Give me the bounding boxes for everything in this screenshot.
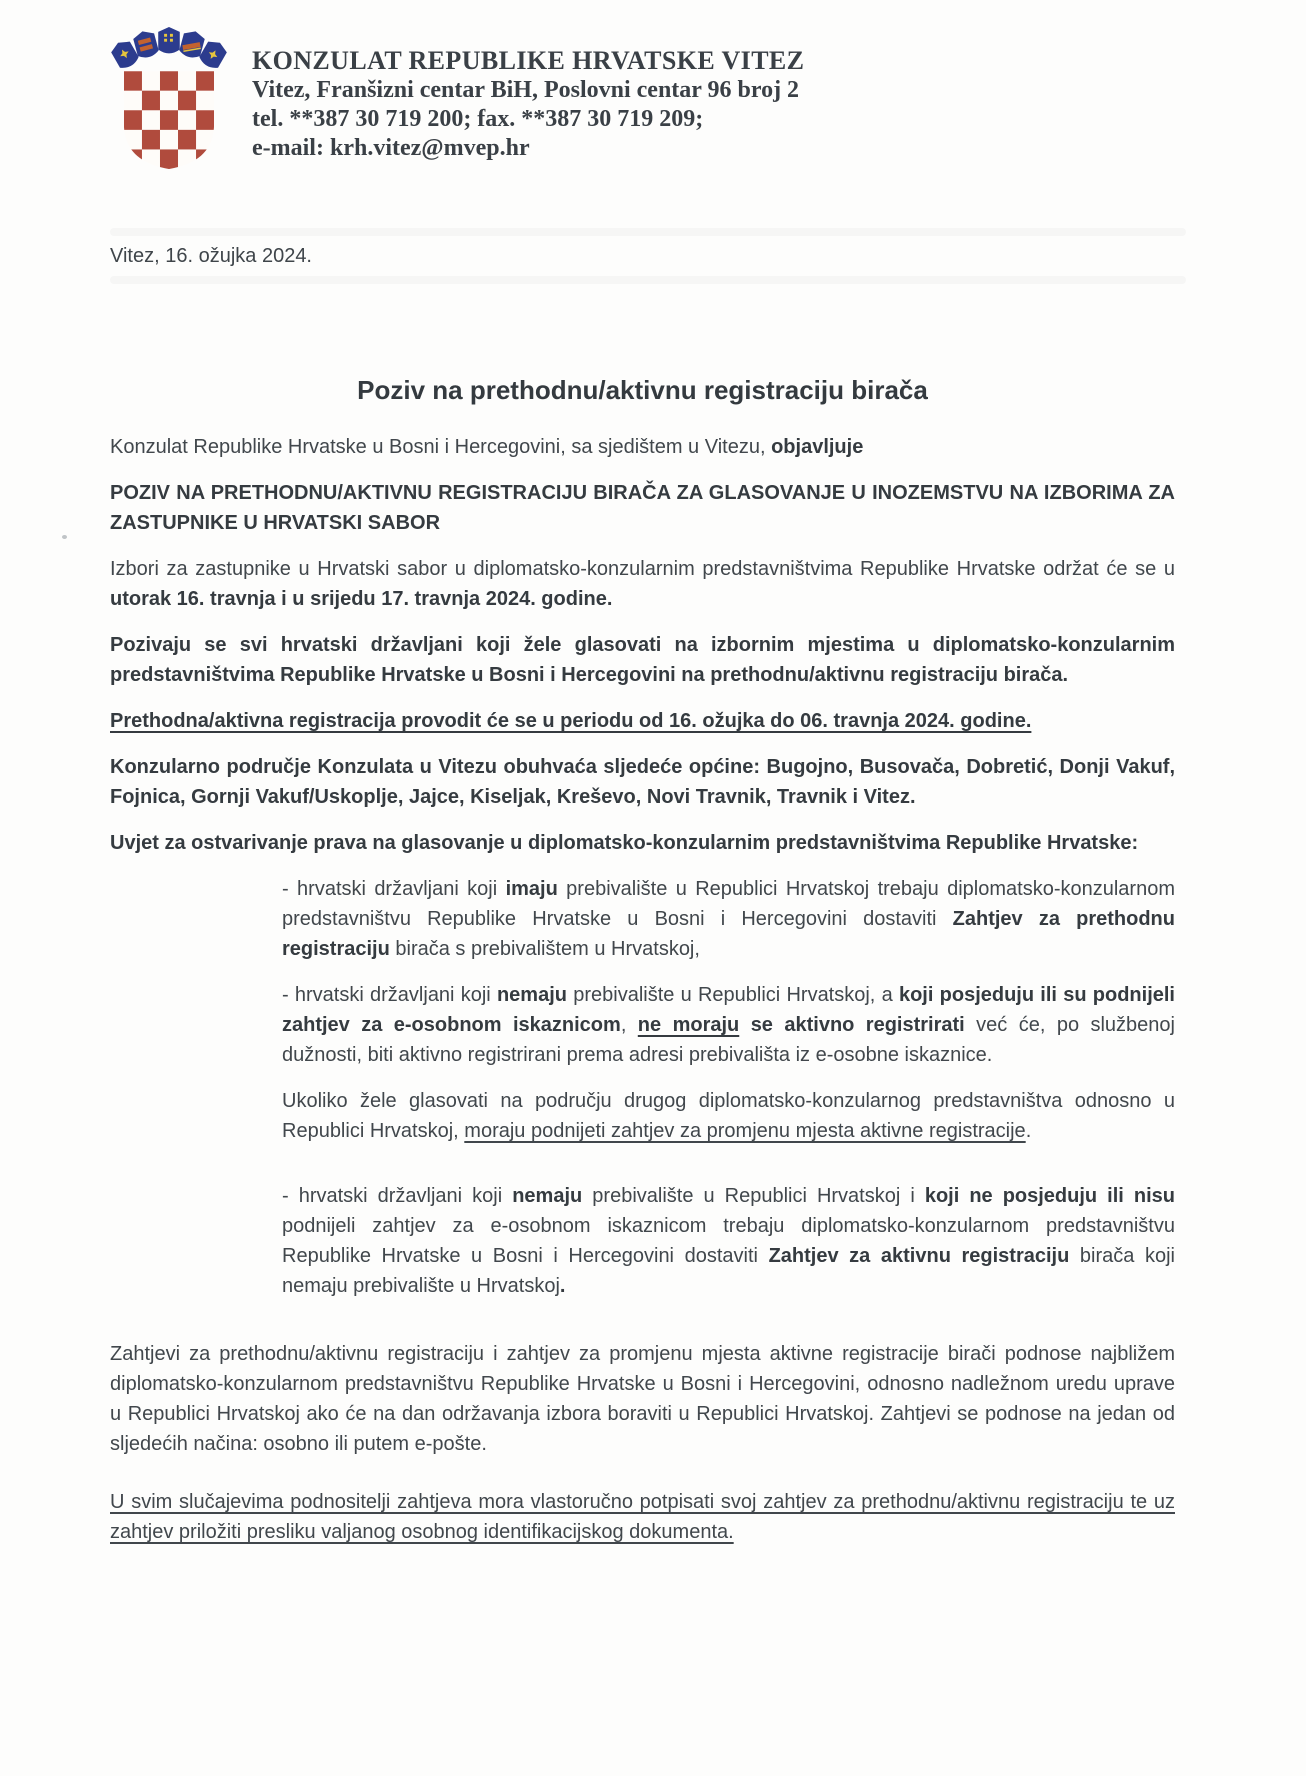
scan-noise-band (110, 228, 1186, 236)
text-segment: Pozivaju se svi hrvatski državljani koji žele glasovati na izbornim mjestima u diplomatsko-konzularnim predstavništvima Republike Hrvatske u Bosni i Hercegovini na prethodnu/aktivnu registraciju birača. (110, 634, 1175, 686)
scan-artifact-dot (62, 535, 67, 539)
coat-of-arms-crown (110, 27, 228, 71)
text-segment: U svim slučajevima podnositelji zahtjeva mora vlastoručno potpisati svoj zahtjev za prethodnu/aktivnu registraciju te uz zahtjev priložiti presliku valjanog osobnog identifikacijskog dokumenta. (110, 1491, 1175, 1543)
text-segment: Konzulat Republike Hrvatske u Bosni i Hercegovini, sa sjedištem u Vitezu, (110, 436, 772, 458)
consulate-email: e-mail: krh.vitez@mvep.hr (252, 135, 530, 161)
text-segment: nemaju (496, 984, 567, 1006)
paragraph-invitation (110, 630, 1175, 690)
consulate-name: KONZULAT REPUBLIKE HRVATSKE VITEZ (252, 46, 805, 75)
text-segment: . (559, 1275, 566, 1297)
text-segment: nemaju (512, 1185, 583, 1207)
text-segment (739, 1014, 750, 1036)
text-segment: već će, po službenoj dužnosti, biti aktivno registrirani prema adresi prebivališta iz e-osobne iskaznice. (282, 1014, 1175, 1066)
paragraph-election-dates (110, 554, 1175, 614)
paragraph-bullet-no-eid (282, 1181, 1175, 1301)
text-segment: - hrvatski državljani koji (282, 878, 506, 900)
paragraph-intro (110, 432, 1175, 462)
text-segment: se aktivno registrirati (750, 1014, 965, 1036)
paragraph-call-heading (110, 478, 1175, 538)
text-segment: Zahtjevi za prethodnu/aktivnu registraciju i zahtjev za promjenu mjesta aktivne registracije birači podnose najbližem diplomatsko-konzularnom predstavništvu Republike Hrvatske u Bosni i Hercegovini, odnosno nadležnom uredu uprave u Republici Hrvatskoj ako će na dan održavanja izbora boraviti u Republici Hrvatskoj. Zahtjevi se podnose na jedan od sljedećih načina: osobno ili putem e-pošte. (110, 1343, 1175, 1455)
paragraph-bullet-residents (282, 874, 1175, 964)
letterhead (110, 26, 1175, 171)
text-segment: podnijeli zahtjev za e-osobnom iskaznicom trebaju diplomatsko-konzularnom predstavništvu Republike Hrvatske u Bosni i Hercegovini dostaviti (282, 1215, 1175, 1267)
text-segment: - hrvatski državljani koji (282, 1185, 513, 1207)
text-segment: Zahtjev za prethodnu registraciju (282, 908, 1175, 960)
document-title: Poziv na prethodnu/aktivnu registraciju birača (357, 375, 928, 405)
paragraph-submission-info (110, 1339, 1175, 1459)
paragraph-signature-requirement (110, 1487, 1175, 1547)
text-segment: prebivalište u Republici Hrvatskoj i (582, 1185, 925, 1207)
text-segment: imaju (505, 878, 558, 900)
text-segment: Prethodna/aktivna registracija provodit će se u periodu od 16. ožujka do 06. travnja 2024. godine. (110, 710, 1032, 732)
text-segment: birača s prebivalištem u Hrvatskoj, (389, 938, 700, 960)
text-segment: Izbori za zastupnike u Hrvatski sabor u diplomatsko-konzularnim predstavništvima Republike Hrvatske održat će se u (110, 558, 1175, 580)
text-segment: koji posjeduju ili su podnijeli zahtjev za e-osobnom iskaznicom (282, 984, 1175, 1036)
text-segment: ne moraju (637, 1014, 740, 1036)
text-segment: Konzularno područje Konzulata u Vitezu obuhvaća sljedeće općine: Bugojno, Busovača, Dobretić, Donji Vakuf, Fojnica, Gornji Vakuf/Uskoplje, Jajce, Kiseljak, Kreševo, Novi Travnik, Travnik i Vitez. (110, 756, 1175, 808)
text-segment: utorak 16. travnja i u srijedu 17. travnja 2024. godine. (110, 588, 613, 610)
text-segment: - hrvatski državljani koji (282, 984, 497, 1006)
text-segment: prebivalište u Republici Hrvatskoj trebaju diplomatsko-konzularnom predstavništvu Republike Hrvatske u Bosni i Hercegovini dostaviti (282, 878, 1175, 930)
paragraph-consular-area (110, 752, 1175, 812)
croatia-coat-of-arms-icon (110, 26, 228, 171)
scan-noise-band (110, 276, 1186, 284)
paragraph-note-change-of-location (282, 1086, 1175, 1146)
paragraph-registration-period (110, 706, 1175, 736)
text-segment: , (620, 1014, 638, 1036)
paragraph-bullet-eid-holders (282, 980, 1175, 1070)
letterhead-text (252, 26, 804, 163)
text-segment: . (1025, 1120, 1032, 1142)
date-line: Vitez, 16. ožujka 2024. (110, 245, 312, 267)
text-segment: Ukoliko žele glasovati na području drugog diplomatsko-konzularnog predstavništva odnosno u Republici Hrvatskoj, (282, 1090, 1175, 1142)
text-segment: objavljuje (771, 436, 864, 458)
paragraph-voting-condition (110, 828, 1175, 858)
text-segment: POZIV NA PRETHODNU/AKTIVNU REGISTRACIJU BIRAČA ZA GLASOVANJE U INOZEMSTVU NA IZBORIMA ZA ZASTUPNIKE U HRVATSKI SABOR (110, 482, 1175, 534)
text-segment: moraju podnijeti zahtjev za promjenu mjesta aktivne registracije (464, 1120, 1026, 1142)
text-segment: prebivalište u Republici Hrvatskoj, a (567, 984, 899, 1006)
consulate-phone-fax: tel. **387 30 719 200; fax. **387 30 719 209; (252, 106, 704, 132)
text-segment: Uvjet za ostvarivanje prava na glasovanje u diplomatsko-konzularnim predstavništvima Republike Hrvatske: (110, 832, 1139, 854)
text-segment: koji ne posjeduju ili nisu (924, 1185, 1175, 1207)
document-body (110, 432, 1175, 1547)
consulate-address: Vitez, Franšizni centar BiH, Poslovni centar 96 broj 2 (252, 77, 800, 103)
text-segment: Zahtjev za aktivnu registraciju (768, 1245, 1070, 1267)
text-segment: birača koji nemaju prebivalište u Hrvatskoj (282, 1245, 1175, 1297)
coat-of-arms-checkerboard (124, 71, 214, 169)
